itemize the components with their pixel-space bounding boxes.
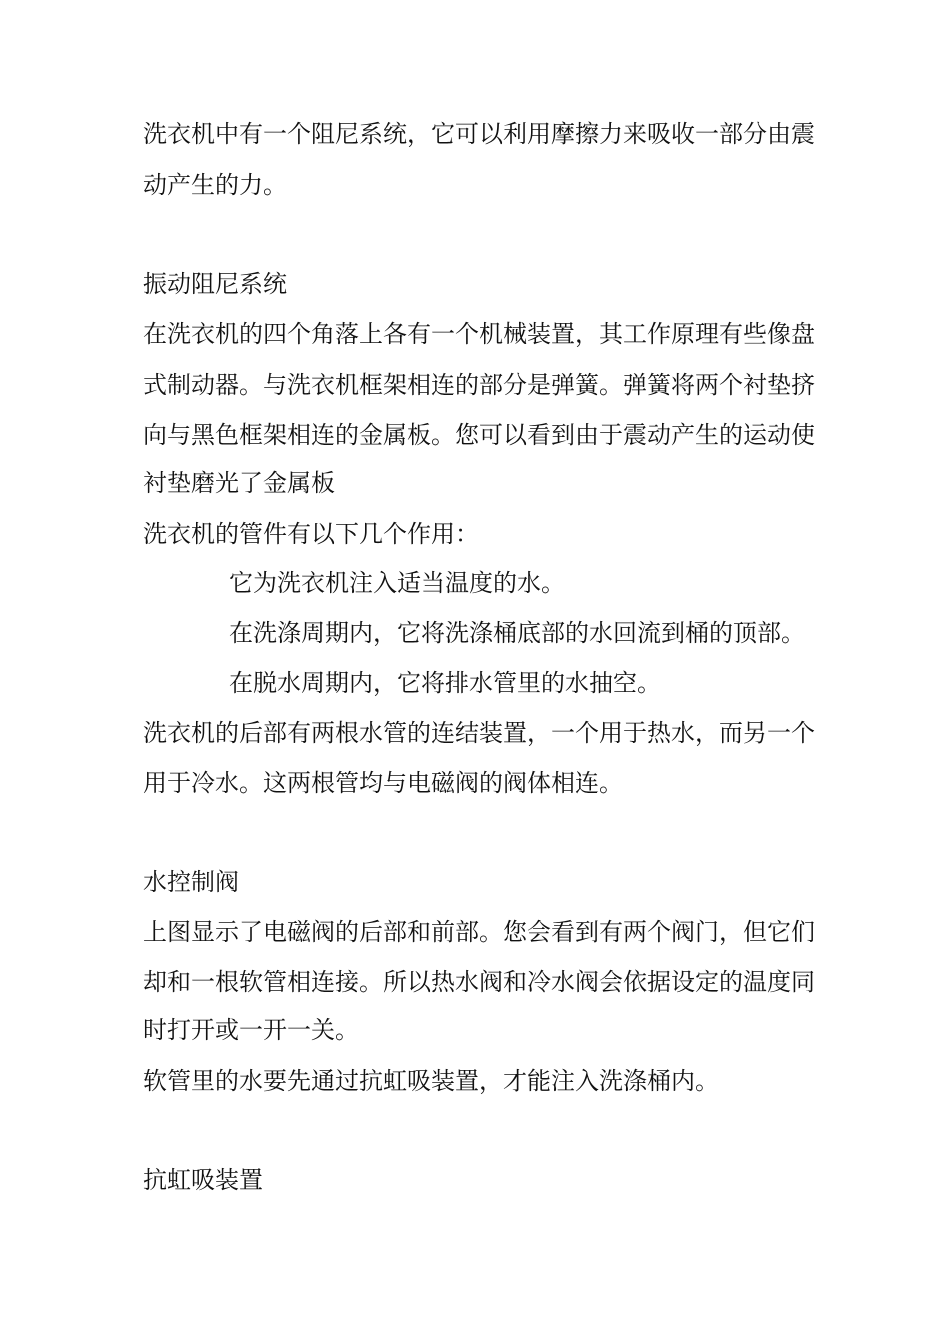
- paragraph-line: 洗衣机的管件有以下几个作用：: [143, 520, 479, 548]
- paragraph-line: 衬垫磨光了金属板: [143, 469, 335, 497]
- paragraph-line: 式制动器。与洗衣机框架相连的部分是弹簧。弹簧将两个衬垫挤: [143, 371, 815, 399]
- list-item: 在脱水周期内，它将排水管里的水抽空。: [229, 669, 661, 697]
- section-heading: 抗虹吸装置: [143, 1166, 263, 1194]
- paragraph-line: 上图显示了电磁阀的后部和前部。您会看到有两个阀门，但它们: [143, 918, 815, 946]
- paragraph-line: 洗衣机中有一个阻尼系统，它可以利用摩擦力来吸收一部分由震: [143, 120, 815, 148]
- section-heading: 振动阻尼系统: [143, 270, 287, 298]
- list-item: 它为洗衣机注入适当温度的水。: [229, 569, 565, 597]
- paragraph-line: 时打开或一开一关。: [143, 1016, 359, 1044]
- paragraph-line: 动产生的力。: [143, 171, 287, 199]
- paragraph-line: 却和一根软管相连接。所以热水阀和冷水阀会依据设定的温度同: [143, 968, 815, 996]
- paragraph-line: 洗衣机的后部有两根水管的连结装置，一个用于热水，而另一个: [143, 719, 815, 747]
- paragraph-line: 用于冷水。这两根管均与电磁阀的阀体相连。: [143, 769, 623, 797]
- paragraph-line: 向与黑色框架相连的金属板。您可以看到由于震动产生的运动使: [143, 421, 815, 449]
- section-heading: 水控制阀: [143, 868, 239, 896]
- paragraph-line: 在洗衣机的四个角落上各有一个机械装置，其工作原理有些像盘: [143, 320, 815, 348]
- paragraph-line: 软管里的水要先通过抗虹吸装置，才能注入洗涤桶内。: [143, 1067, 719, 1095]
- list-item: 在洗涤周期内，它将洗涤桶底部的水回流到桶的顶部。: [229, 619, 805, 647]
